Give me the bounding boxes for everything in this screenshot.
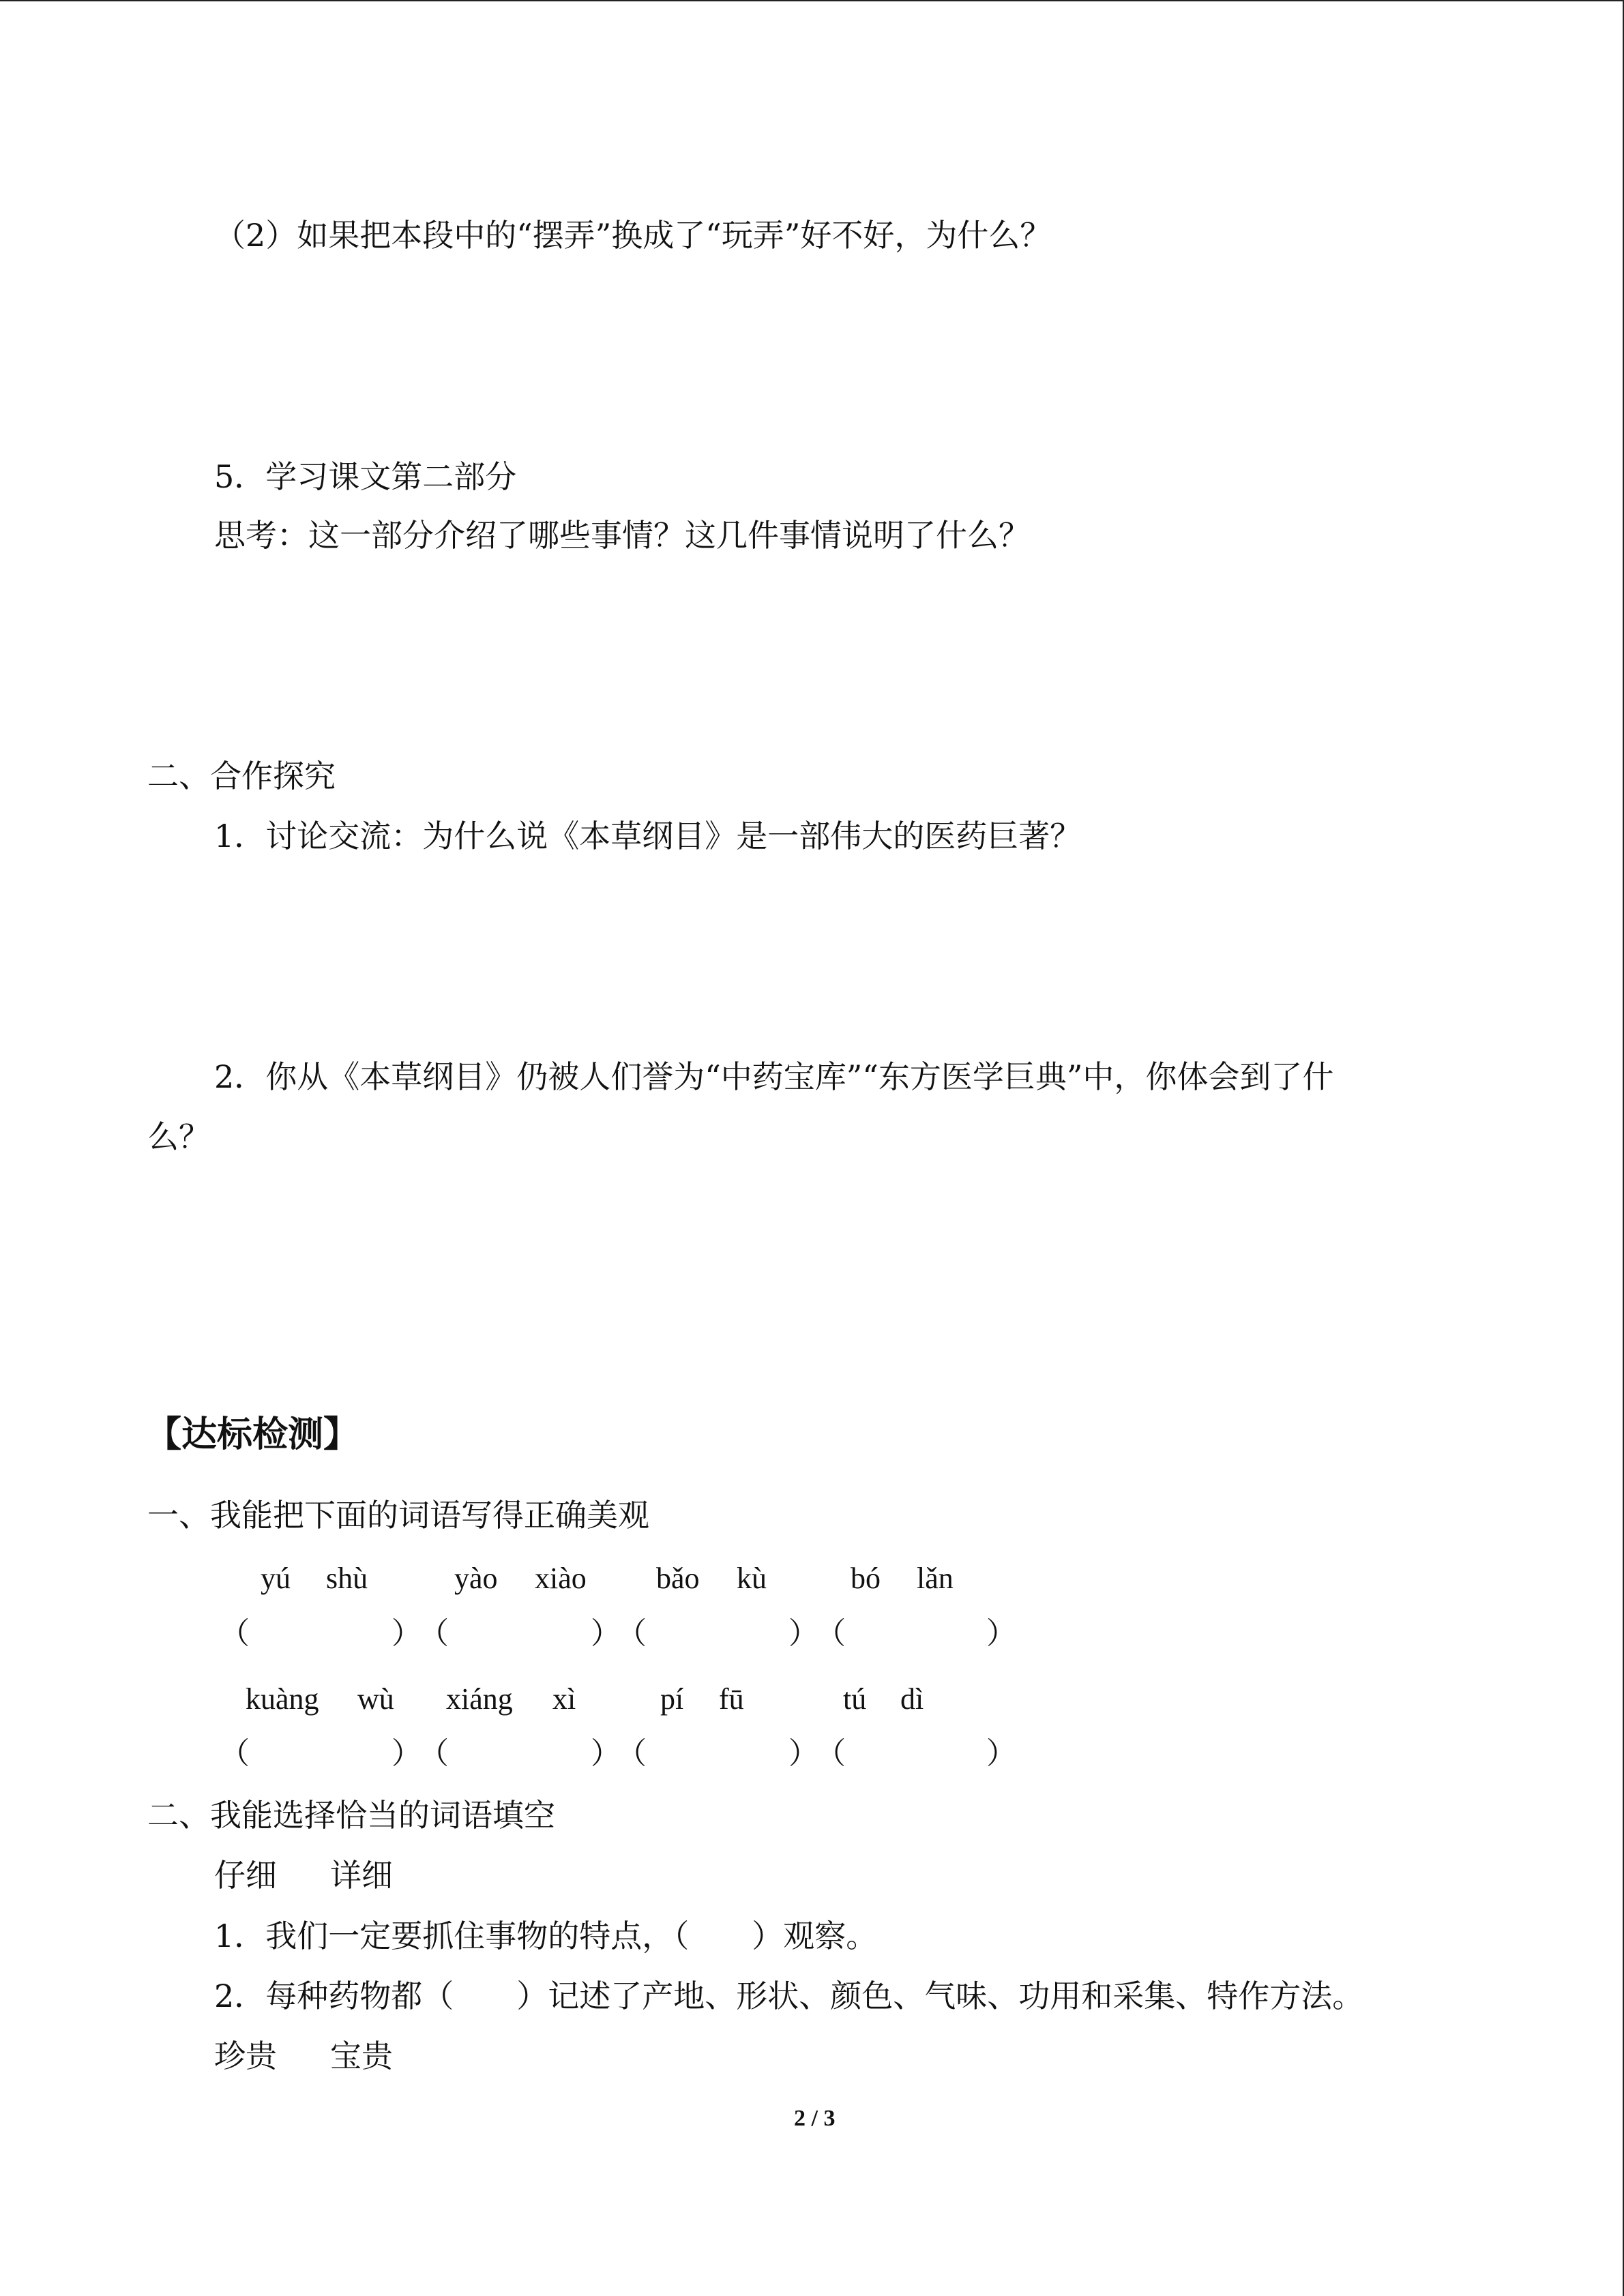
pinyin: tú (843, 1682, 867, 1716)
pinyin: pí (660, 1682, 684, 1716)
paren-close: ） (788, 1616, 818, 1651)
pinyin: kù (737, 1562, 767, 1595)
question-5-title: 5．学习课文第二部分 (214, 458, 517, 495)
paren-open: （ (419, 1736, 449, 1771)
pinyin: bó (851, 1562, 881, 1595)
paren-open: （ (419, 1616, 449, 1651)
pinyin: lǎn (917, 1562, 954, 1595)
pinyin: shù (326, 1562, 368, 1595)
pinyin: xiào (535, 1562, 587, 1595)
fill-sentence-2: 2．每种药物都（ ）记述了产地、形状、颜色、气味、功用和采集、特作方法。 (214, 1978, 1364, 2014)
pinyin: yào (454, 1562, 498, 1595)
question-4-2: （2）如果把本段中的“摆弄”换成了“玩弄”好不好，为什么？ (214, 217, 1052, 254)
paren-open: （ (617, 1736, 647, 1771)
paren-close: ） (591, 1616, 621, 1651)
paren-close: ） (788, 1736, 818, 1771)
pinyin: bǎo (656, 1562, 700, 1595)
pinyin: fū (719, 1682, 744, 1716)
cooperative-inquiry-title: 二、合作探究 (147, 758, 336, 794)
paren-open: （ (617, 1616, 647, 1651)
part2-title: 二、我能选择恰当的词语填空 (147, 1797, 555, 1834)
paren-close: ） (986, 1736, 1016, 1771)
word-choice-1-b: 详细 (330, 1857, 393, 1894)
pinyin: xì (552, 1682, 576, 1716)
pinyin: xiáng (446, 1682, 513, 1716)
paren-open: （ (816, 1736, 846, 1771)
pinyin: yú (261, 1562, 291, 1595)
paren-open: （ (220, 1616, 250, 1651)
test-heading: 【达标检测】 (146, 1414, 359, 1455)
fill-sentence-1: 1．我们一定要抓住事物的特点，（ ）观察。 (214, 1918, 878, 1954)
paren-close: ） (392, 1736, 422, 1771)
question-5-think: 思考：这一部分介绍了哪些事情？这几件事情说明了什么？ (214, 517, 1030, 554)
paren-close: ） (392, 1616, 422, 1651)
paren-open: （ (220, 1736, 250, 1771)
cooperative-question-1: 1．讨论交流：为什么说《本草纲目》是一部伟大的医药巨著？ (214, 818, 1082, 854)
paren-close: ） (986, 1616, 1016, 1651)
page-number: 2 / 3 (794, 2106, 836, 2131)
word-choice-2-a: 珍贵 (214, 2038, 277, 2074)
word-choice-1-a: 仔细 (214, 1857, 277, 1894)
pinyin: kuàng (246, 1682, 319, 1716)
paren-open: （ (816, 1616, 846, 1651)
cooperative-question-2-line1: 2．你从《本草纲目》仍被人们誉为“中药宝库”“东方医学巨典”中，你体会到了什 (214, 1058, 1334, 1095)
part1-title: 一、我能把下面的词语写得正确美观 (147, 1497, 649, 1534)
word-choice-2-b: 宝贵 (330, 2038, 393, 2074)
paren-close: ） (591, 1736, 621, 1771)
cooperative-question-2-line2: 么？ (147, 1118, 210, 1155)
pinyin: wù (357, 1682, 394, 1716)
pinyin: dì (900, 1682, 924, 1716)
